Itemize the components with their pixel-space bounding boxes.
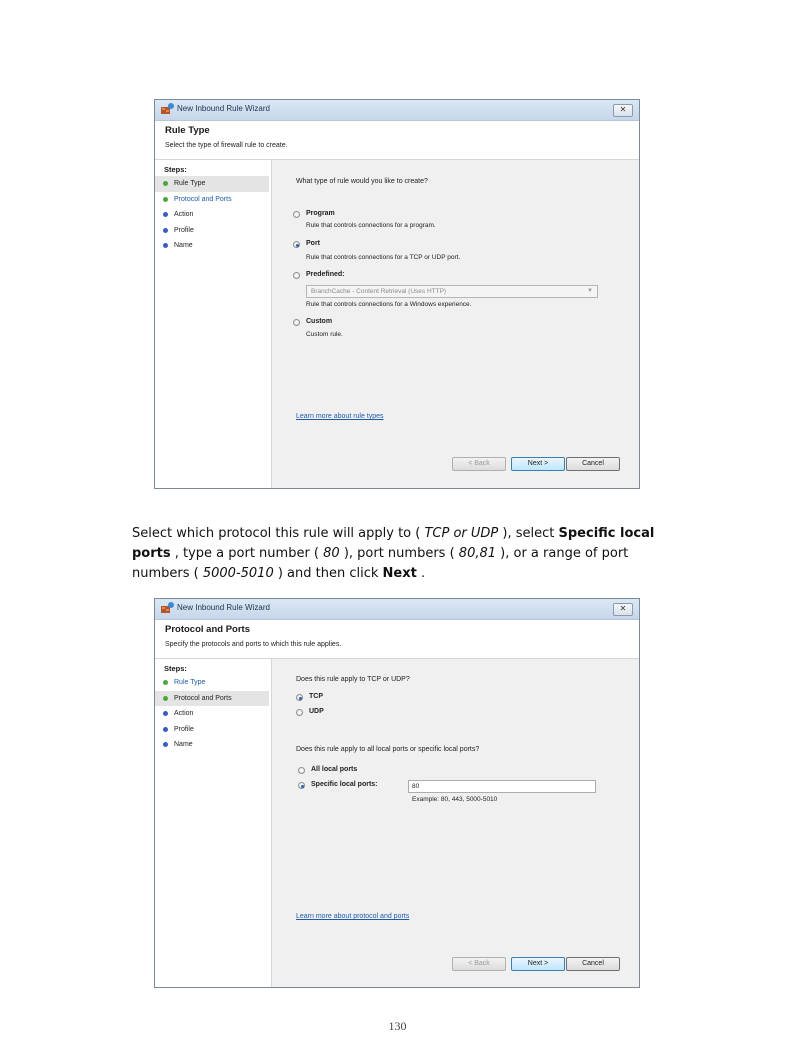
bold-next: Next <box>382 566 417 581</box>
step-action <box>155 706 271 722</box>
step-bullet-icon <box>163 727 168 732</box>
back-button[interactable]: < Back <box>452 457 506 471</box>
firewall-wizard-icon <box>161 103 174 115</box>
text-run: ) and then click <box>273 566 383 581</box>
rule-type-dialog <box>154 99 640 489</box>
text-run: ), port numbers ( <box>339 546 459 561</box>
steps-title: Steps: <box>164 165 187 174</box>
port-radio[interactable] <box>293 241 300 248</box>
step-label: Action <box>174 211 194 218</box>
learn-more-link[interactable]: Learn more about protocol and ports <box>296 913 410 920</box>
step-rule-type[interactable] <box>155 675 271 691</box>
step-label: Rule Type <box>174 180 206 187</box>
predefined-label: Predefined: <box>306 271 345 278</box>
bold-specific-local-ports: Specific local ports <box>132 526 655 561</box>
step-bullet-icon <box>163 181 168 186</box>
emphasis-protocol: TCP or UDP <box>424 526 499 541</box>
next-button[interactable]: Next > <box>511 957 565 971</box>
window-title: New Inbound Rule Wizard <box>177 603 270 612</box>
text-run: , type a port number ( <box>170 546 324 561</box>
step-rule-type <box>155 176 269 192</box>
step-name <box>155 737 271 753</box>
step-profile <box>155 722 271 738</box>
steps-panel <box>155 160 272 488</box>
step-label: Profile <box>174 226 194 234</box>
step-label: Rule Type <box>174 679 206 686</box>
cancel-button[interactable]: Cancel <box>566 457 620 471</box>
emphasis-port-range: 5000-5010 <box>202 566 274 581</box>
page-number: 130 <box>388 1019 407 1033</box>
predefined-select-value: BranchCache - Content Retrieval (Uses HTTP) <box>311 288 447 295</box>
tcp-radio[interactable] <box>296 694 303 701</box>
custom-label: Custom <box>306 318 333 325</box>
window-title: New Inbound Rule Wizard <box>177 104 270 113</box>
specific-local-ports-radio[interactable] <box>298 782 305 789</box>
text-run: ), select <box>498 526 559 541</box>
step-profile <box>155 223 271 239</box>
learn-more-link[interactable]: Learn more about rule types <box>296 413 384 420</box>
predefined-select[interactable] <box>306 285 598 298</box>
step-protocol-and-ports <box>155 691 269 707</box>
step-action <box>155 207 271 223</box>
predefined-description: Rule that controls connections for a Windows experience. <box>306 301 472 308</box>
next-button[interactable]: Next > <box>511 457 565 471</box>
udp-radio[interactable] <box>296 709 303 716</box>
text-run: ), or a range of port numbers ( <box>132 546 629 581</box>
instruction-paragraph <box>132 524 672 584</box>
page-heading: Rule Type <box>165 125 210 136</box>
step-label: Name <box>174 741 193 748</box>
custom-radio[interactable] <box>293 319 300 326</box>
specific-local-ports-label: Specific local ports: <box>311 781 378 788</box>
step-protocol-and-ports[interactable] <box>155 192 271 208</box>
step-name <box>155 238 271 254</box>
text-run: Select which protocol this rule will apply to ( <box>132 526 425 541</box>
emphasis-port-numbers: 80,81 <box>458 546 497 561</box>
page-subheading: Select the type of firewall rule to create. <box>165 142 288 149</box>
text-run: . <box>416 566 426 581</box>
program-radio[interactable] <box>293 211 300 218</box>
port-label: Port <box>306 240 320 247</box>
step-bullet-icon <box>163 711 168 716</box>
custom-description: Custom rule. <box>306 331 343 338</box>
step-label: Name <box>174 242 193 249</box>
step-bullet-icon <box>163 680 168 685</box>
chevron-down-icon: ▼ <box>587 288 593 294</box>
step-bullet-icon <box>163 228 168 233</box>
udp-label: UDP <box>309 708 324 715</box>
program-description: Rule that controls connections for a program. <box>306 222 436 229</box>
title-bar <box>155 599 639 620</box>
back-button[interactable]: < Back <box>452 957 506 971</box>
program-label: Program <box>306 210 335 217</box>
step-bullet-icon <box>163 212 168 217</box>
emphasis-port-number: 80 <box>323 546 340 561</box>
all-local-ports-radio[interactable] <box>298 767 305 774</box>
steps-panel <box>155 659 272 987</box>
close-icon[interactable]: ✕ <box>613 104 633 117</box>
rule-type-question: What type of rule would you like to create? <box>296 178 428 185</box>
port-number-input[interactable]: 80 <box>408 780 596 793</box>
step-label: Profile <box>174 725 194 733</box>
predefined-radio[interactable] <box>293 272 300 279</box>
step-bullet-icon <box>163 197 168 202</box>
wizard-header <box>155 620 639 659</box>
page-subheading: Specify the protocols and ports to which this rule applies. <box>165 641 342 648</box>
page-heading: Protocol and Ports <box>165 624 250 635</box>
cancel-button[interactable]: Cancel <box>566 957 620 971</box>
step-label: Protocol and Ports <box>174 195 232 203</box>
step-bullet-icon <box>163 243 168 248</box>
wizard-content <box>271 160 639 488</box>
step-bullet-icon <box>163 696 168 701</box>
protocol-question: Does this rule apply to TCP or UDP? <box>296 676 410 683</box>
wizard-header <box>155 121 639 160</box>
title-bar <box>155 100 639 121</box>
step-label: Protocol and Ports <box>174 694 232 702</box>
tcp-label: TCP <box>309 693 323 700</box>
ports-question: Does this rule apply to all local ports or specific local ports? <box>296 746 480 753</box>
step-label: Action <box>174 710 194 717</box>
protocol-and-ports-dialog <box>154 598 640 988</box>
port-description: Rule that controls connections for a TCP or UDP port. <box>306 254 461 261</box>
port-example-text: Example: 80, 443, 5000-5010 <box>412 796 498 803</box>
close-icon[interactable]: ✕ <box>613 603 633 616</box>
steps-title: Steps: <box>164 664 187 673</box>
step-bullet-icon <box>163 742 168 747</box>
all-local-ports-label: All local ports <box>311 766 358 773</box>
wizard-content <box>271 659 639 987</box>
firewall-wizard-icon <box>161 602 174 614</box>
